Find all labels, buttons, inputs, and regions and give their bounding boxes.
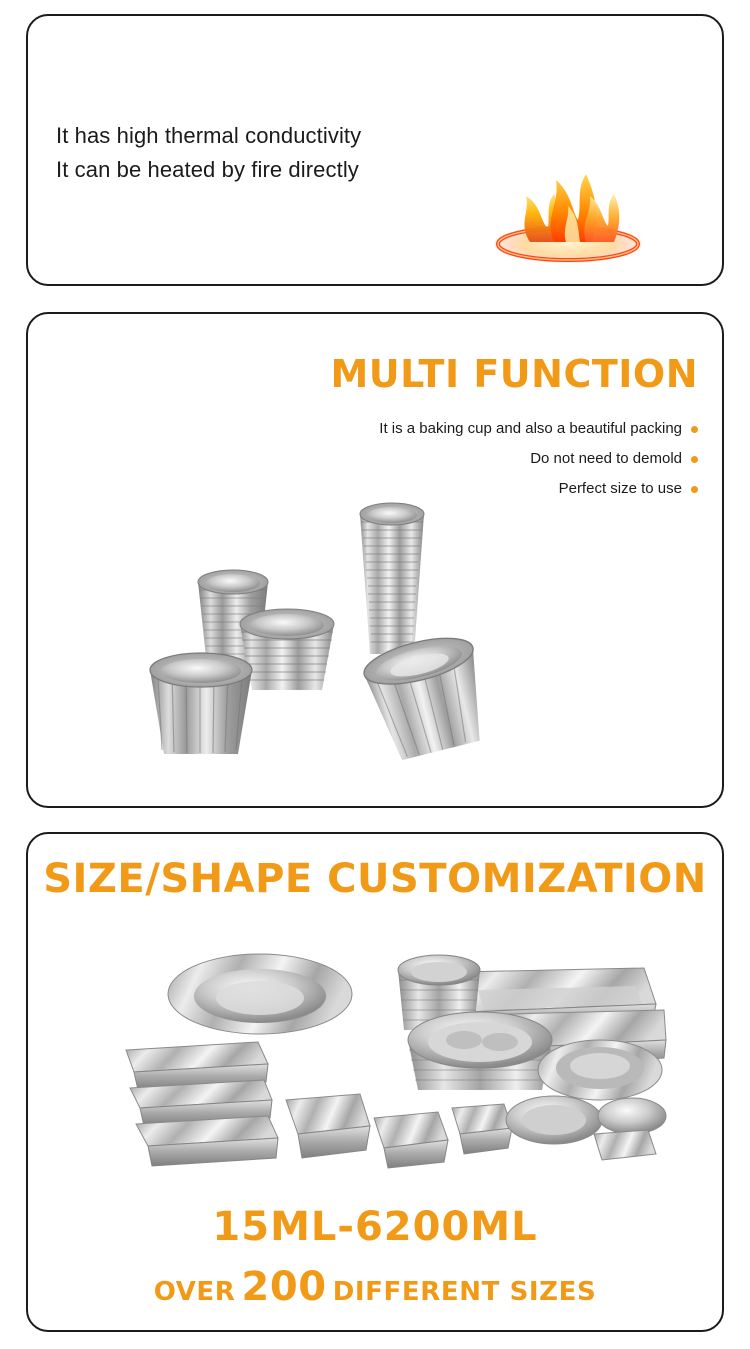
- bullet-text: It is a baking cup and also a beautiful packing: [379, 420, 682, 437]
- aluminium-foil-trays-group-photo: [108, 912, 668, 1172]
- list-item: [379, 414, 698, 444]
- thermal-line-2: It can be heated by fire directly: [56, 157, 359, 182]
- size-count-suffix: DIFFERENT SIZES: [332, 1277, 597, 1307]
- size-shape-customization-card: [26, 832, 724, 1332]
- bullet-dot-icon: [691, 486, 698, 493]
- bullet-dot-icon: [691, 426, 698, 433]
- bullet-dot-icon: [691, 456, 698, 463]
- size-shape-title: SIZE/SHAPE CUSTOMIZATION: [43, 856, 707, 902]
- thermal-line-1: It has high thermal conductivity: [56, 123, 362, 148]
- multi-function-card: [26, 312, 724, 808]
- aluminium-foil-baking-cups-photo: [128, 464, 548, 794]
- bullet-text: Perfect size to use: [558, 480, 682, 497]
- size-count-prefix: OVER: [153, 1277, 236, 1307]
- size-count-label: [28, 1264, 722, 1310]
- fire-flame-illustration: [468, 146, 668, 271]
- bullet-text: Do not need to demold: [530, 450, 682, 467]
- size-range-label: 15ML-6200ML: [212, 1204, 538, 1250]
- thermal-conductivity-card: [26, 14, 724, 286]
- thermal-description: [56, 119, 361, 187]
- multi-function-title: MULTI FUNCTION: [330, 352, 698, 396]
- size-count-value: 200: [241, 1264, 327, 1310]
